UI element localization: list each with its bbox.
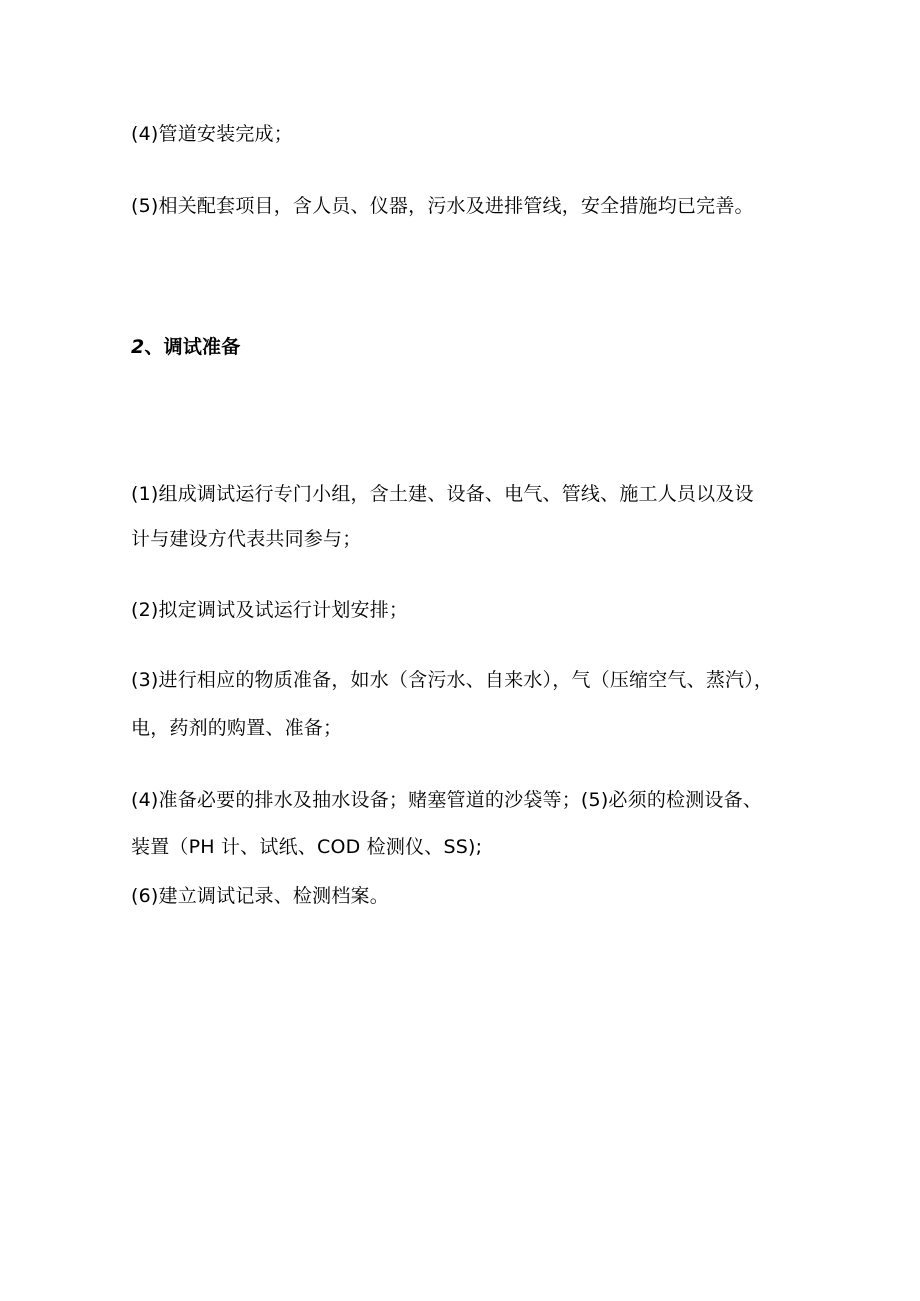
item-4-5-line-2: 装置（PH 计、试纸、COD 检测仪、SS);: [131, 836, 483, 858]
item-5-supporting-items: (5)相关配套项目，含人员、仪器，污水及进排管线，安全措施均已完善。: [131, 195, 754, 217]
section-heading: [131, 335, 240, 359]
item-4-pipeline-installed: (4)管道安装完成；: [131, 123, 293, 145]
section-title: 、调试准备: [144, 336, 241, 358]
item-1-line-1: (1)组成调试运行专门小组，含土建、设备、电气、管线、施工人员以及设: [131, 483, 754, 505]
item-3-line-2: 电，药剂的购置、准备；: [131, 717, 343, 739]
item-6-records: (6)建立调试记录、检测档案。: [131, 885, 389, 907]
section-number: 2: [131, 336, 145, 358]
item-4-5-line-1: (4)准备必要的排水及抽水设备；赌塞管道的沙袋等；(5)必须的检测设备、: [131, 789, 763, 811]
item-1-line-2: 计与建设方代表共同参与；: [131, 528, 362, 550]
item-2-plan: (2)拟定调试及试运行计划安排；: [131, 599, 409, 621]
item-3-line-1: (3)进行相应的物质准备，如水（含污水、自来水），气（压缩空气、蒸汽），: [131, 669, 774, 691]
